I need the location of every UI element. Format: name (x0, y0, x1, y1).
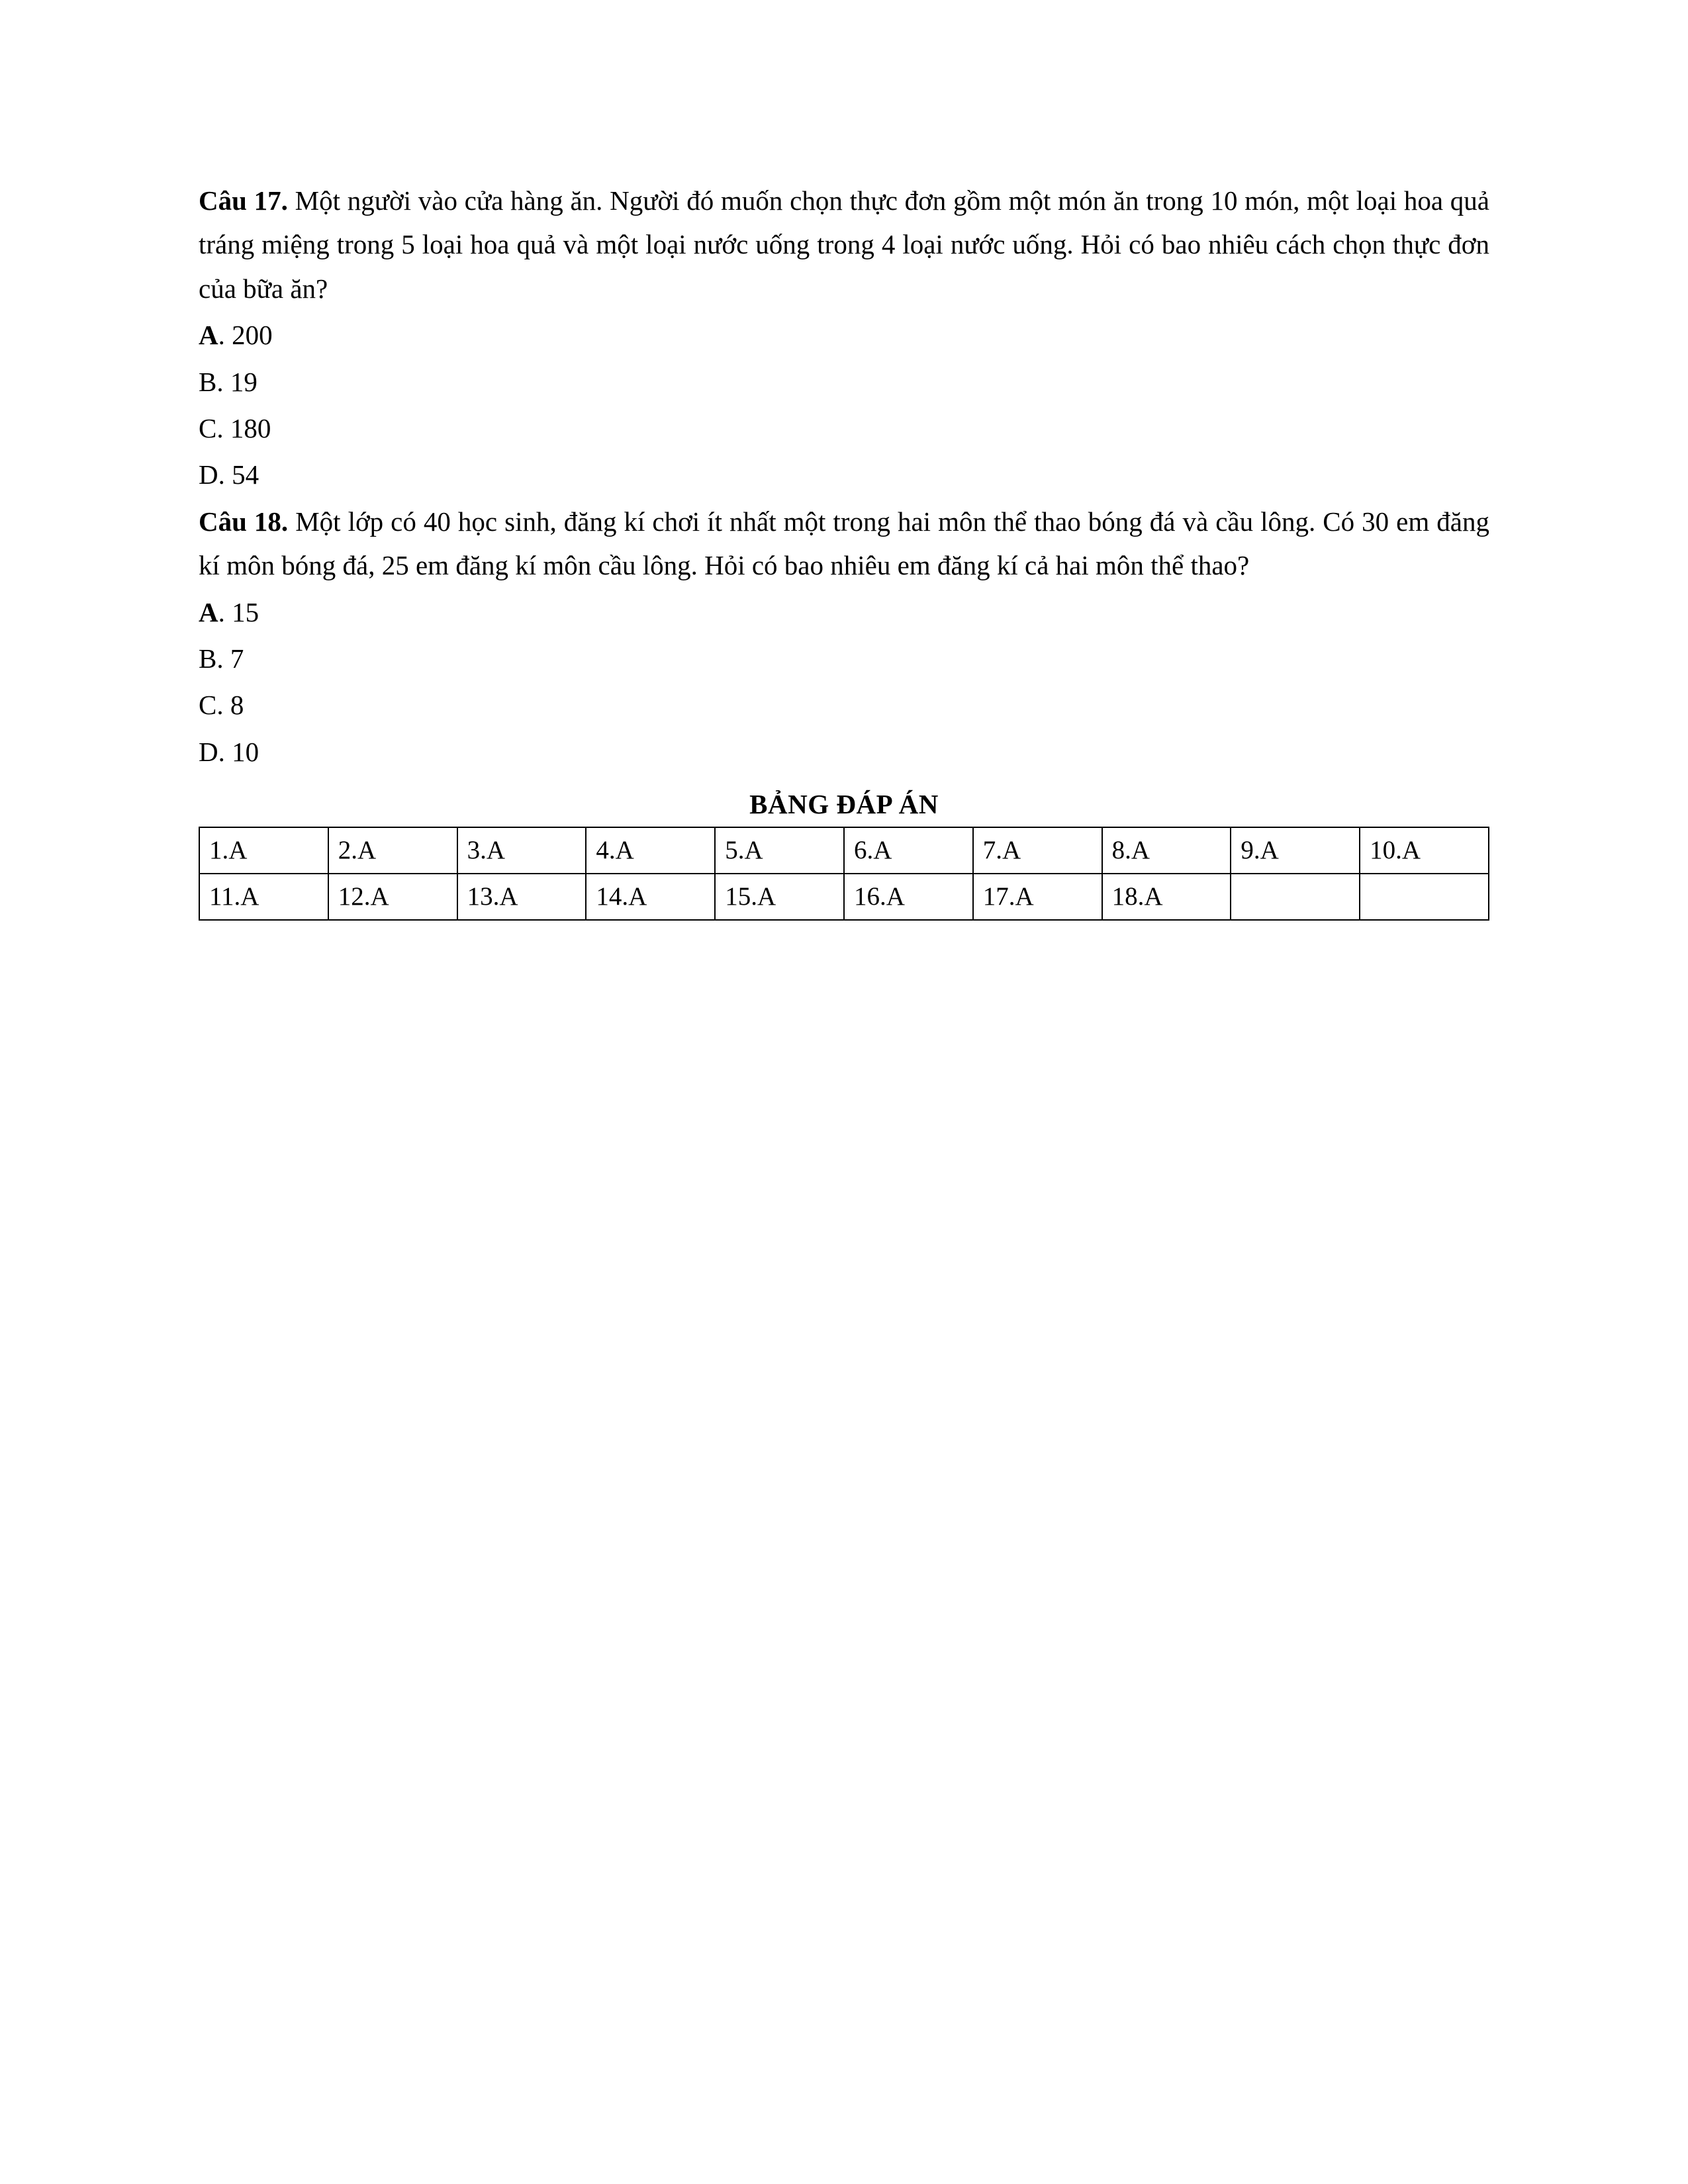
question-17-option-a-key: A (199, 320, 218, 351)
answer-cell: 16.A (844, 874, 973, 920)
question-18-option-a-value: 15 (232, 596, 259, 627)
question-18 (199, 500, 1489, 774)
answer-table (199, 827, 1489, 921)
answer-cell: 12.A (328, 874, 457, 920)
table-row (199, 827, 1489, 874)
answer-cell: 13.A (457, 874, 586, 920)
question-18-option-d-key: D (199, 736, 218, 767)
answer-cell: 2.A (328, 827, 457, 874)
answer-cell: 4.A (586, 827, 715, 874)
question-17-option-c-sep: . (216, 413, 230, 444)
answer-cell: 14.A (586, 874, 715, 920)
question-18-body: Một lớp có 40 học sinh, đăng kí chơi ít nhất một trong hai môn thể thao bóng đá và cầu lông. Có 30 em đăng kí môn bóng đá, 25 em đăng kí môn cầu lông. Hỏi có bao nhiêu em đăng kí cả hai môn thể thao? (199, 506, 1489, 581)
question-17-option-d-key: D (199, 459, 218, 490)
table-row (199, 874, 1489, 920)
question-18-label: Câu 18. (199, 506, 289, 537)
question-17-option-b-value: 19 (230, 366, 258, 397)
answer-cell-empty (1360, 874, 1489, 920)
question-17-option-d[interactable] (199, 453, 1489, 496)
question-17-option-a-value: 200 (232, 320, 273, 351)
question-18-text (199, 500, 1489, 588)
question-18-option-b-value: 7 (230, 643, 244, 674)
answer-cell: 15.A (715, 874, 844, 920)
question-17-option-c[interactable] (199, 406, 1489, 450)
question-18-option-c-sep: . (216, 690, 230, 721)
answer-cell: 10.A (1360, 827, 1489, 874)
question-18-option-b[interactable] (199, 637, 1489, 680)
question-18-option-b-key: B (199, 643, 217, 674)
answer-cell-empty (1231, 874, 1360, 920)
question-18-option-c[interactable] (199, 683, 1489, 727)
answer-cell: 3.A (457, 827, 586, 874)
answer-table-title: BẢNG ĐÁP ÁN (749, 789, 939, 820)
answer-cell: 1.A (199, 827, 328, 874)
question-18-option-c-key: C (199, 690, 217, 721)
question-18-option-d-value: 10 (232, 736, 259, 767)
answer-cell: 7.A (973, 827, 1102, 874)
answer-cell: 11.A (199, 874, 328, 920)
question-17-option-a[interactable] (199, 313, 1489, 357)
question-17-option-d-value: 54 (232, 459, 259, 490)
answer-cell: 8.A (1102, 827, 1231, 874)
question-18-option-a-sep: . (218, 596, 232, 627)
question-17-text (199, 179, 1489, 310)
question-18-option-a-key: A (199, 596, 218, 627)
question-18-option-d-sep: . (218, 736, 232, 767)
answer-cell: 17.A (973, 874, 1102, 920)
question-17-option-b-sep: . (216, 366, 230, 397)
question-17-label: Câu 17. (199, 185, 288, 216)
question-18-option-b-sep: . (216, 643, 230, 674)
question-17-option-d-sep: . (218, 459, 232, 490)
question-17-option-a-sep: . (218, 320, 232, 351)
answer-cell: 18.A (1102, 874, 1231, 920)
question-17-option-b-key: B (199, 366, 217, 397)
question-17-option-b[interactable] (199, 360, 1489, 404)
question-17-option-c-value: 180 (230, 413, 271, 444)
answer-cell: 6.A (844, 827, 973, 874)
answer-cell: 9.A (1231, 827, 1360, 874)
answer-cell: 5.A (715, 827, 844, 874)
question-18-option-c-value: 8 (230, 690, 244, 721)
question-17-body: Một người vào cửa hàng ăn. Người đó muốn chọn thực đơn gồm một món ăn trong 10 món, một loại hoa quả tráng miệng trong 5 loại hoa quả và một loại nước uống trong 4 loại nước uống. Hỏi có bao nhiêu cách chọn thực đơn của bữa ăn? (199, 185, 1489, 304)
question-17 (199, 179, 1489, 497)
question-18-option-a[interactable] (199, 590, 1489, 634)
question-17-option-c-key: C (199, 413, 217, 444)
question-18-option-d[interactable] (199, 730, 1489, 774)
